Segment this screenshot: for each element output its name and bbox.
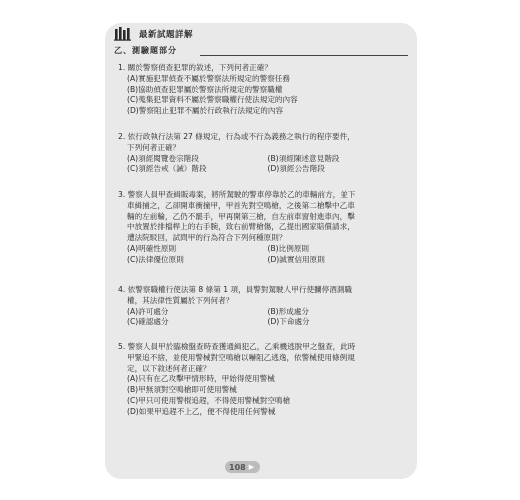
question-stem: 4. 依警察職權行使法第 8 條第 1 項，員警對駕駛人甲行使攔停酒測職 (118, 285, 353, 294)
book-title: 最新試題詳解 (139, 30, 194, 40)
page-number-pill (225, 461, 260, 473)
option-c: (C)須經告戒（誡）階段 (127, 164, 207, 174)
option-d: (D)須經公告階段 (267, 164, 325, 174)
question-stem-cont: 定，以下敘述何者正確？ (127, 363, 211, 373)
option-d: (D)如果甲追趕不上乙，便不得使用任何警械 (127, 406, 276, 416)
option-d: (D)警察阻止犯罪不屬於行政執行法規定的內容 (127, 106, 284, 116)
question-stem-cont: 甲緊追不捨，並使用警械對空鳴槍以嚇阻乙逃逸，依警械使用條例規 (127, 352, 355, 362)
header-divider (200, 55, 408, 56)
question-1 (118, 63, 408, 117)
option-b: (B)形成處分 (267, 306, 310, 316)
option-c: (C)蒐集犯罪資料不屬於警察職權行使法規定的內容 (127, 95, 298, 105)
page-arrow-icon: ▶ (248, 463, 255, 471)
option-c: (C)甲只可使用警棍追趕，不得使用警械對空鳴槍 (127, 395, 291, 405)
option-b: (B)協助偵查犯罪屬於警察法所規定的警察職權 (127, 84, 283, 94)
question-stem-cont: 中放置於排檔桿上的右手腕，致右前臂槍傷，乙提出國家賠償請求， (127, 222, 355, 232)
question-stem-cont: 遭法院駁回，試問甲的行為符合下列何種原則？ (127, 233, 287, 243)
question-stem-cont: 下列何者正確？ (127, 142, 181, 152)
page-header (114, 27, 193, 41)
question-2 (118, 132, 408, 175)
option-a: (A)明確性原則 (127, 243, 177, 253)
option-d: (D)誠實信用原則 (267, 254, 325, 264)
option-b: (B)比例原則 (267, 243, 310, 253)
options-grid (118, 154, 408, 176)
question-5 (118, 342, 408, 418)
question-3 (118, 190, 408, 266)
option-b: (B)甲無須對空鳴槍即可使用警械 (127, 385, 237, 395)
question-stem: 3. 警察人員甲查緝販毒案，將所駕駛的警車停靠於乙的車輛前方，並下 (118, 190, 356, 199)
option-a: (A)實施犯罪偵查不屬於警察法所規定的警察任務 (127, 73, 290, 83)
options-grid (118, 307, 408, 329)
question-stem: 2. 依行政執行法第 27 條規定，行為或不行為義務之執行的程序要件， (118, 132, 355, 141)
question-stem-cont: 權，其法律性質屬於下列何者？ (127, 295, 234, 305)
question-stem-cont: 輛的左前輪，乙仍不罷手，甲再開第三槍，自左前車窗射進車內，擊 (127, 211, 355, 221)
page-number: 108 (229, 462, 246, 472)
option-d: (D)下命處分 (267, 317, 310, 327)
question-stem: 1. 關於警察偵查犯罪的敘述，下列何者正確？ (118, 63, 272, 72)
option-c: (C)法律優位原則 (127, 254, 184, 264)
page-number-badge (225, 461, 260, 473)
book-logo-icon (114, 27, 132, 41)
question-4 (118, 285, 408, 328)
option-a: (A)只有在乙攻擊甲情形時，甲始得使用警械 (127, 374, 275, 384)
option-a: (A)須經閱覽卷宗階段 (127, 153, 199, 163)
option-b: (B)須經陳述意見階段 (267, 153, 340, 163)
section-title: 乙、測驗題部分 (114, 46, 177, 55)
option-c: (C)確認處分 (127, 317, 169, 327)
question-stem-cont: 車緝捕之，乙卻開車衝撞甲，甲首先對空鳴槍，之後第二槍擊中乙車 (127, 200, 355, 210)
option-a: (A)許可處分 (127, 306, 169, 316)
options-grid (118, 244, 408, 266)
question-stem: 5. 警察人員甲於臨檢盤查時查獲通緝犯乙，乙乘機逃脫甲之盤查，此時 (118, 342, 356, 351)
